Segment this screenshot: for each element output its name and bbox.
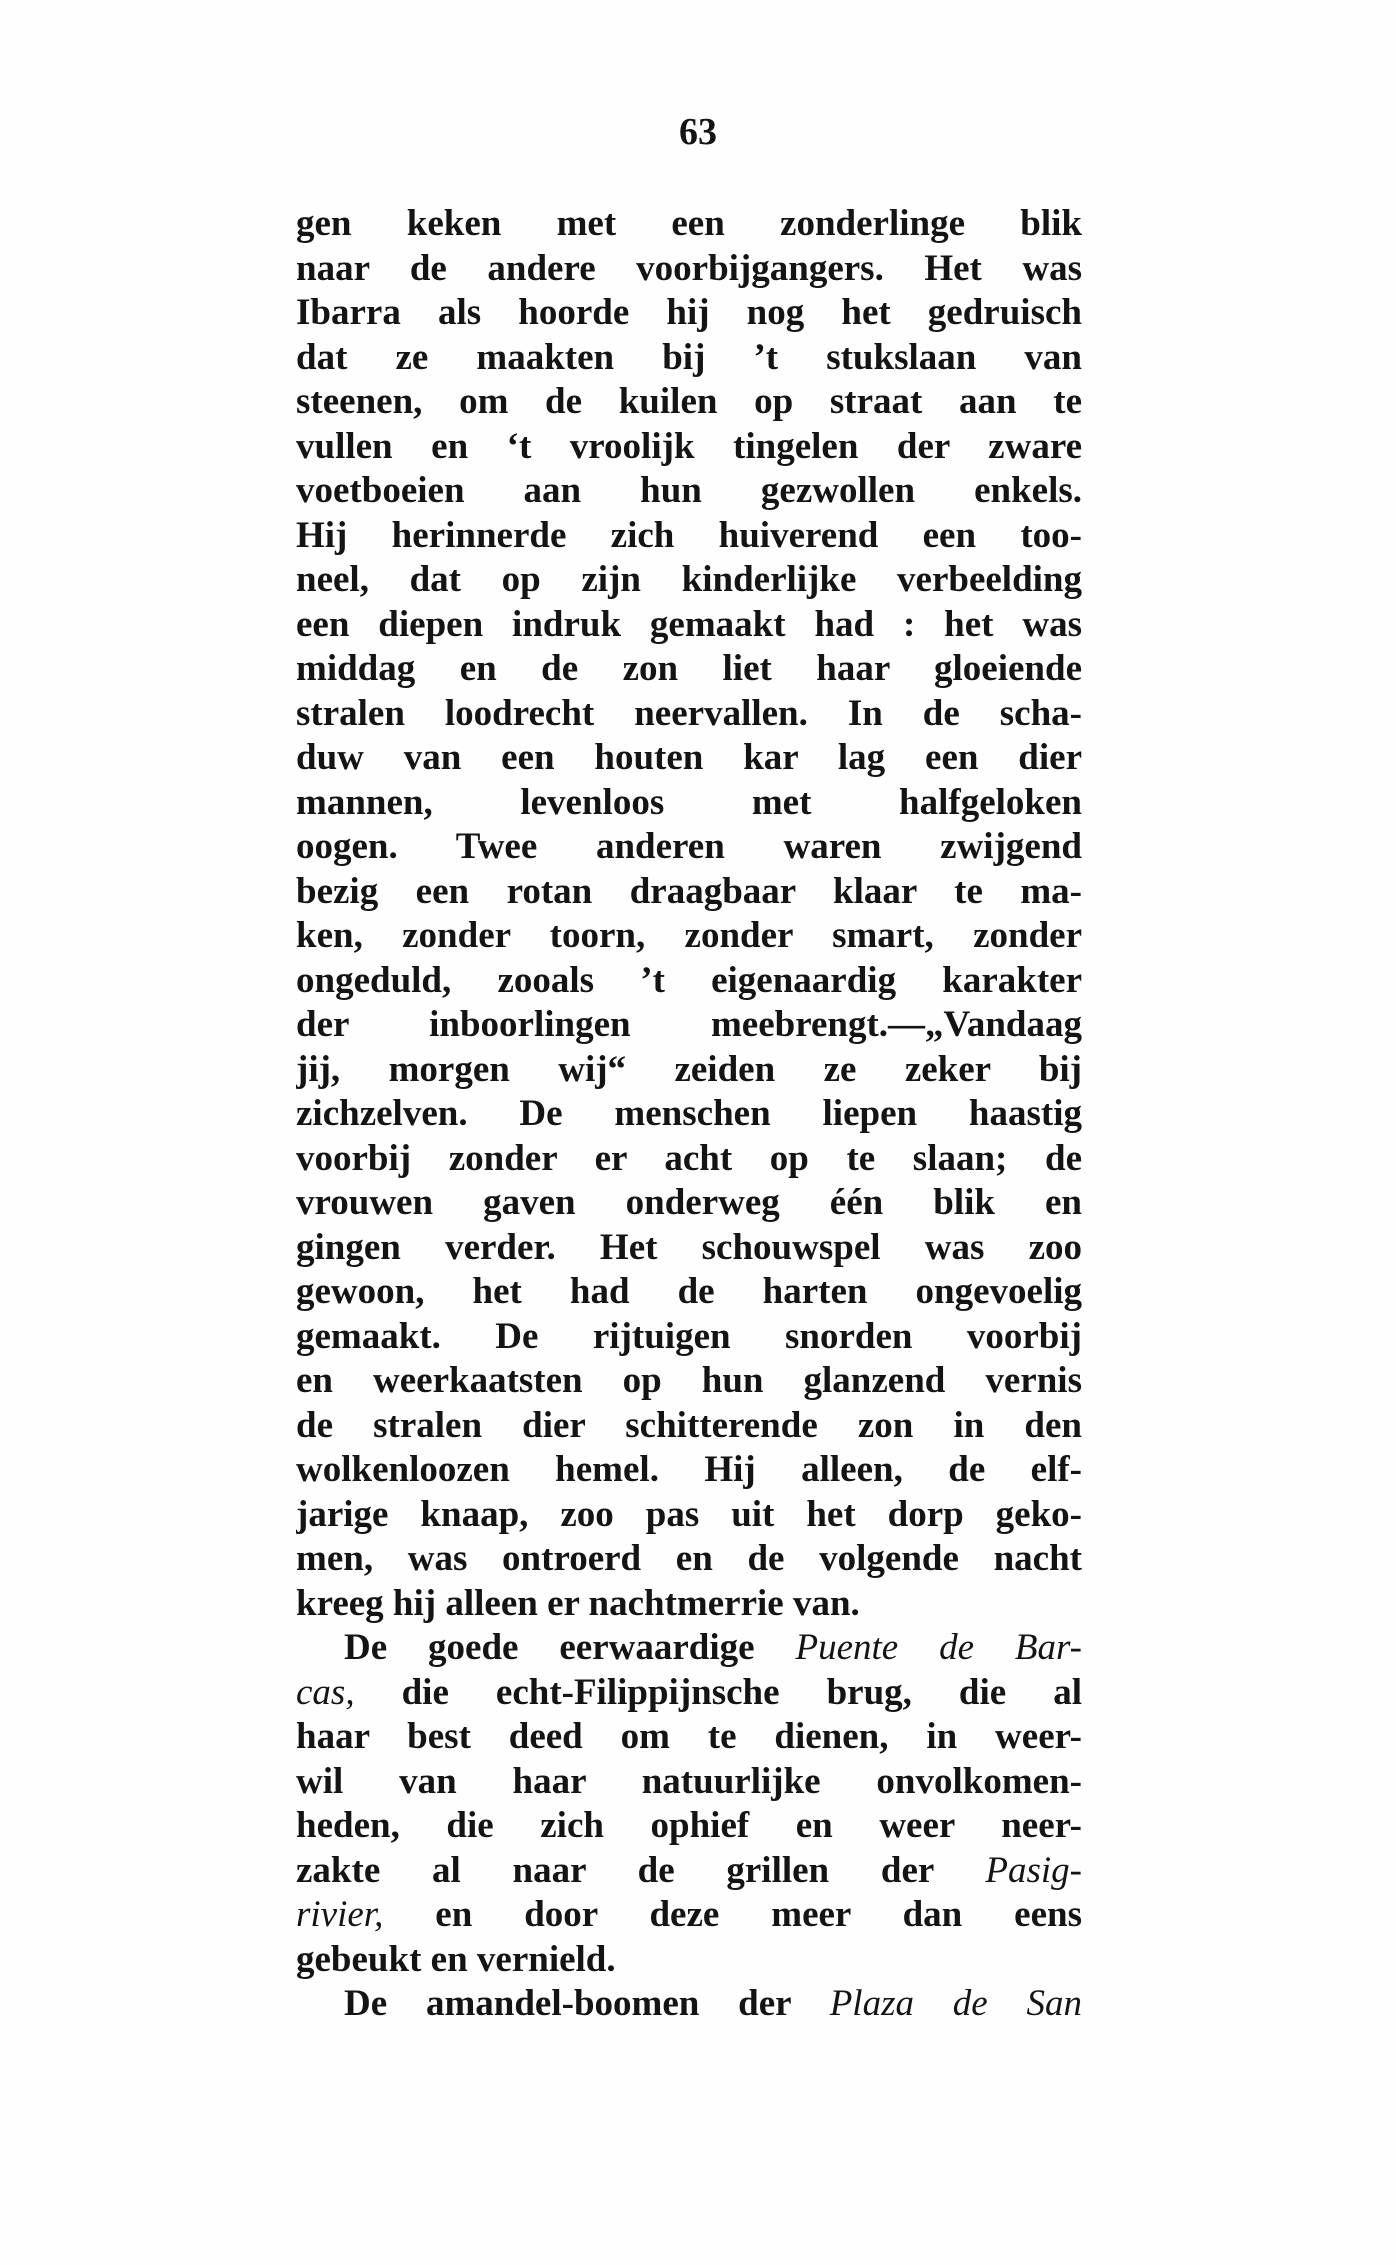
text-line: Ibarra als hoorde hij nog het gedruisch (296, 292, 1082, 333)
text-line: zichzelven. De menschen liepen haastig (296, 1093, 1082, 1134)
text-line: een diepen indruk gemaakt had : het was (296, 603, 1082, 645)
text-line: voorbij zonder er acht op te slaan; de (296, 1137, 1082, 1179)
text-line: vrouwen gaven onderweg één blik en (296, 1182, 1082, 1223)
italic-text: cas, (296, 1671, 355, 1713)
paragraph-start-line: De goede eerwaardige Puente de Bar- (344, 1627, 1082, 1668)
text-line: heden, die zich ophief en weer neer- (296, 1805, 1082, 1846)
italic-text: Pasig- (985, 1849, 1082, 1891)
text-line: gingen verder. Het schouwspel was zoo (296, 1226, 1082, 1268)
body-text (296, 202, 1082, 2027)
text-line: dat ze maakten bij ’t stukslaan van (296, 336, 1082, 378)
italic-text: Plaza de San (829, 1983, 1082, 2024)
text-line: naar de andere voorbijgangers. Het was (296, 247, 1082, 289)
text-line: zakte al naar de grillen der Pasig- (296, 1849, 1082, 1891)
text-line: ken, zonder toorn, zonder smart, zonder (296, 915, 1082, 956)
text-line: voetboeien aan hun gezwollen enkels. (296, 470, 1082, 511)
text-line: jarige knaap, zoo pas uit het dorp geko- (296, 1493, 1082, 1535)
text-line: duw van een houten kar lag een dier (296, 737, 1082, 778)
text-line: der inboorlingen meebrengt.—„Vandaag (296, 1004, 1082, 1045)
text-line: middag en de zon liet haar gloeiende (296, 648, 1082, 689)
text-line: wolkenloozen hemel. Hij alleen, de elf- (296, 1449, 1082, 1490)
text-line: gewoon, het had de harten ongevoelig (296, 1271, 1082, 1312)
text-line: steenen, om de kuilen op straat aan te (296, 381, 1082, 422)
text-line: oogen. Twee anderen waren zwijgend (296, 826, 1082, 867)
text-line: gen keken met een zonderlinge blik (296, 203, 1082, 244)
text-line: Hij herinnerde zich huiverend een too- (296, 514, 1082, 556)
text-line: wil van haar natuurlijke onvolkomen- (296, 1760, 1082, 1802)
text-line: ongeduld, zooals ’t eigenaardig karakter (296, 959, 1082, 1001)
text-line: de stralen dier schitterende zon in den (296, 1404, 1082, 1446)
paragraph-end-line: kreeg hij alleen er nachtmerrie van. (296, 1582, 860, 1624)
text-line: mannen, levenloos met halfgeloken (296, 781, 1082, 823)
text-line: stralen loodrecht neervallen. In de scha- (296, 692, 1082, 734)
italic-text: rivier, (296, 1894, 384, 1935)
paragraph-start-line: De amandel-boomen der Plaza de San (344, 1983, 1082, 2024)
text-line: haar best deed om te dienen, in weer- (296, 1716, 1082, 1757)
text-line: cas, die echt-Filippijnsche brug, die al (296, 1671, 1082, 1713)
page-number: 63 (679, 111, 717, 153)
italic-text: Puente de Bar- (795, 1627, 1082, 1668)
text-line: men, was ontroerd en de volgende nacht (296, 1538, 1082, 1579)
text-line: neel, dat op zijn kinderlijke verbeelding (296, 559, 1082, 600)
text-line: jij, morgen wij“ zeiden ze zeker bij (296, 1048, 1082, 1090)
text-line: gemaakt. De rijtuigen snorden voorbij (296, 1315, 1082, 1357)
text-line: en weerkaatsten op hun glanzend vernis (296, 1360, 1082, 1401)
paragraph-end-line: gebeukt en vernield. (296, 1938, 616, 1980)
text-line: vullen en ‘t vroolijk tingelen der zware (296, 425, 1082, 467)
text-line: bezig een rotan draagbaar klaar te ma- (296, 870, 1082, 912)
text-line: rivier, en door deze meer dan eens (296, 1894, 1082, 1935)
